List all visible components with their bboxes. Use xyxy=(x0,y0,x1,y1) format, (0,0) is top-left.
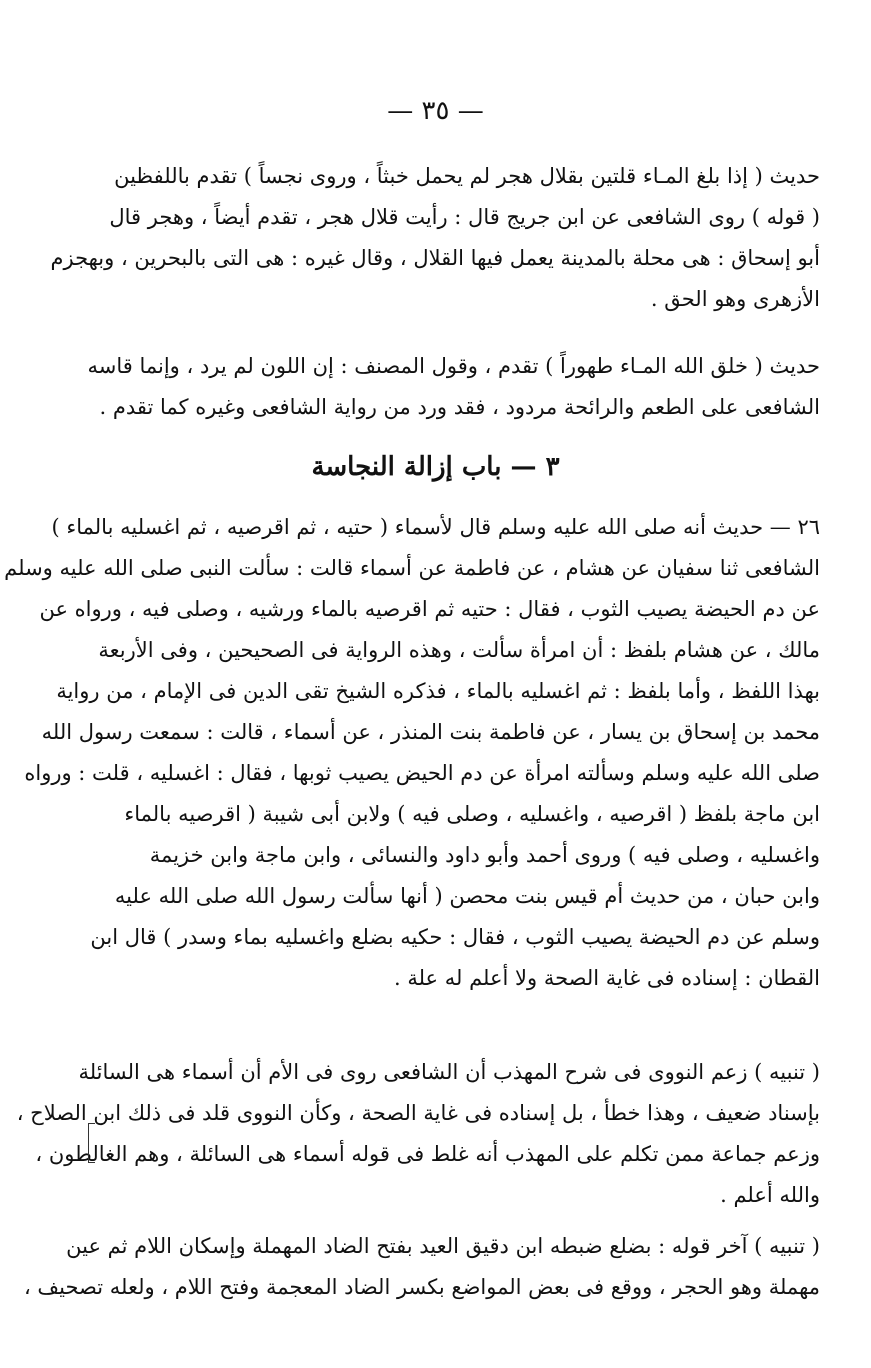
text-line: ( تنبيه ) زعم النووى فى شرح المهذب أن الشافعى روى فى الأم أن أسماء هى السائلة xyxy=(78,1060,820,1084)
paragraph-tanbih-dil xyxy=(23,1226,820,1308)
text-line: محمد بن إسحاق بن يسار ، عن فاطمة بنت المنذر ، عن أسماء ، قالت : سمعت رسول الله xyxy=(41,720,820,744)
page-number: — ٣٥ — xyxy=(387,96,484,126)
text-line: بإسناد ضعيف ، وهذا خطأ ، بل إسناده فى غاية الصحة ، وكأن النووى قلد فى ذلك ابن الصلاح ، xyxy=(16,1101,820,1125)
paragraph-water-purity-hadith xyxy=(87,346,820,428)
paragraph-tanbih-nawawi xyxy=(16,1052,820,1216)
text-line: والله أعلم . xyxy=(720,1183,820,1207)
paragraph-qullatain-hadith xyxy=(50,156,820,320)
chapter-heading: ٣ — باب إزالة النجاسة xyxy=(311,452,560,482)
text-line: أبو إسحاق : هى محلة بالمدينة يعمل فيها القلال ، وقال غيره : هى التى بالبحرين ، وبهجزم xyxy=(50,246,820,270)
text-line: وابن حبان ، من حديث أم قيس بنت محصن ( أنها سألت رسول الله صلى الله عليه xyxy=(114,884,820,908)
text-line: الشافعى ثنا سفيان عن هشام ، عن فاطمة عن أسماء قالت : سألت النبى صلى الله عليه وسلم xyxy=(4,556,820,580)
text-line: وزعم جماعة ممن تكلم على المهذب أنه غلط فى قوله أسماء هى السائلة ، وهم الغالطون ، xyxy=(35,1142,820,1166)
text-line: ( قوله ) روى الشافعى عن ابن جريج قال : رأيت قلال هجر ، تقدم أيضاً ، وهجر قال xyxy=(109,205,820,229)
text-line: ٢٦ — حديث أنه صلى الله عليه وسلم قال لأسماء ( حتيه ، ثم اقرصيه ، ثم اغسليه بالماء ) xyxy=(51,515,820,539)
text-line: مالك ، عن هشام بلفظ : أن امرأة سألت ، وهذه الرواية فى الصحيحين ، وفى الأربعة xyxy=(98,638,820,662)
text-line: واغسليه ، وصلى فيه ) وروى أحمد وأبو داود والنسائى ، وابن ماجة وابن خزيمة xyxy=(149,843,820,867)
text-line: حديث ( إذا بلغ المـاء قلتين بقلال هجر لم يحمل خبثاً ، وروى نجساً ) تقدم باللفظين xyxy=(114,164,820,188)
text-line: مهملة وهو الحجر ، ووقع فى بعض المواضع بكسر الضاد المعجمة وفتح اللام ، ولعله تصحيف ، xyxy=(23,1275,820,1299)
text-line: عن دم الحيضة يصيب الثوب ، فقال : حتيه ثم اقرصيه بالماء ورشيه ، وصلى فيه ، ورواه عن xyxy=(39,597,820,621)
text-line: الأزهرى وهو الحق . xyxy=(650,287,820,311)
text-line: القطان : إسناده فى غاية الصحة ولا أعلم له علة . xyxy=(393,966,820,990)
margin-bracket-mark xyxy=(88,1123,95,1163)
text-line: ابن ماجة بلفظ ( اقرصيه ، واغسليه ، وصلى فيه ) ولابن أبى شيبة ( اقرصيه بالماء xyxy=(124,802,820,826)
text-line: بهذا اللفظ ، وأما بلفظ : ثم اغسليه بالماء ، فذكره الشيخ تقى الدين فى الإمام ، من رواية xyxy=(56,679,820,703)
paragraph-hadith-26 xyxy=(4,507,820,999)
text-line: وسلم عن دم الحيضة يصيب الثوب ، فقال : حكيه بضلع واغسليه بماء وسدر ) قال ابن xyxy=(90,925,820,949)
text-line: ( تنبيه ) آخر قوله : بضلع ضبطه ابن دقيق العيد بفتح الضاد المهملة وإسكان اللام ثم عين xyxy=(66,1234,820,1258)
text-line: حديث ( خلق الله المـاء طهوراً ) تقدم ، وقول المصنف : إن اللون لم يرد ، وإنما قاسه xyxy=(87,354,820,378)
text-line: صلى الله عليه وسلم وسألته امرأة عن دم الحيض يصيب ثوبها ، فقال : اغسليه ، قلت : ورواه xyxy=(24,761,820,785)
text-line: الشافعى على الطعم والرائحة مردود ، فقد ورد من رواية الشافعى وغيره كما تقدم . xyxy=(99,395,820,419)
